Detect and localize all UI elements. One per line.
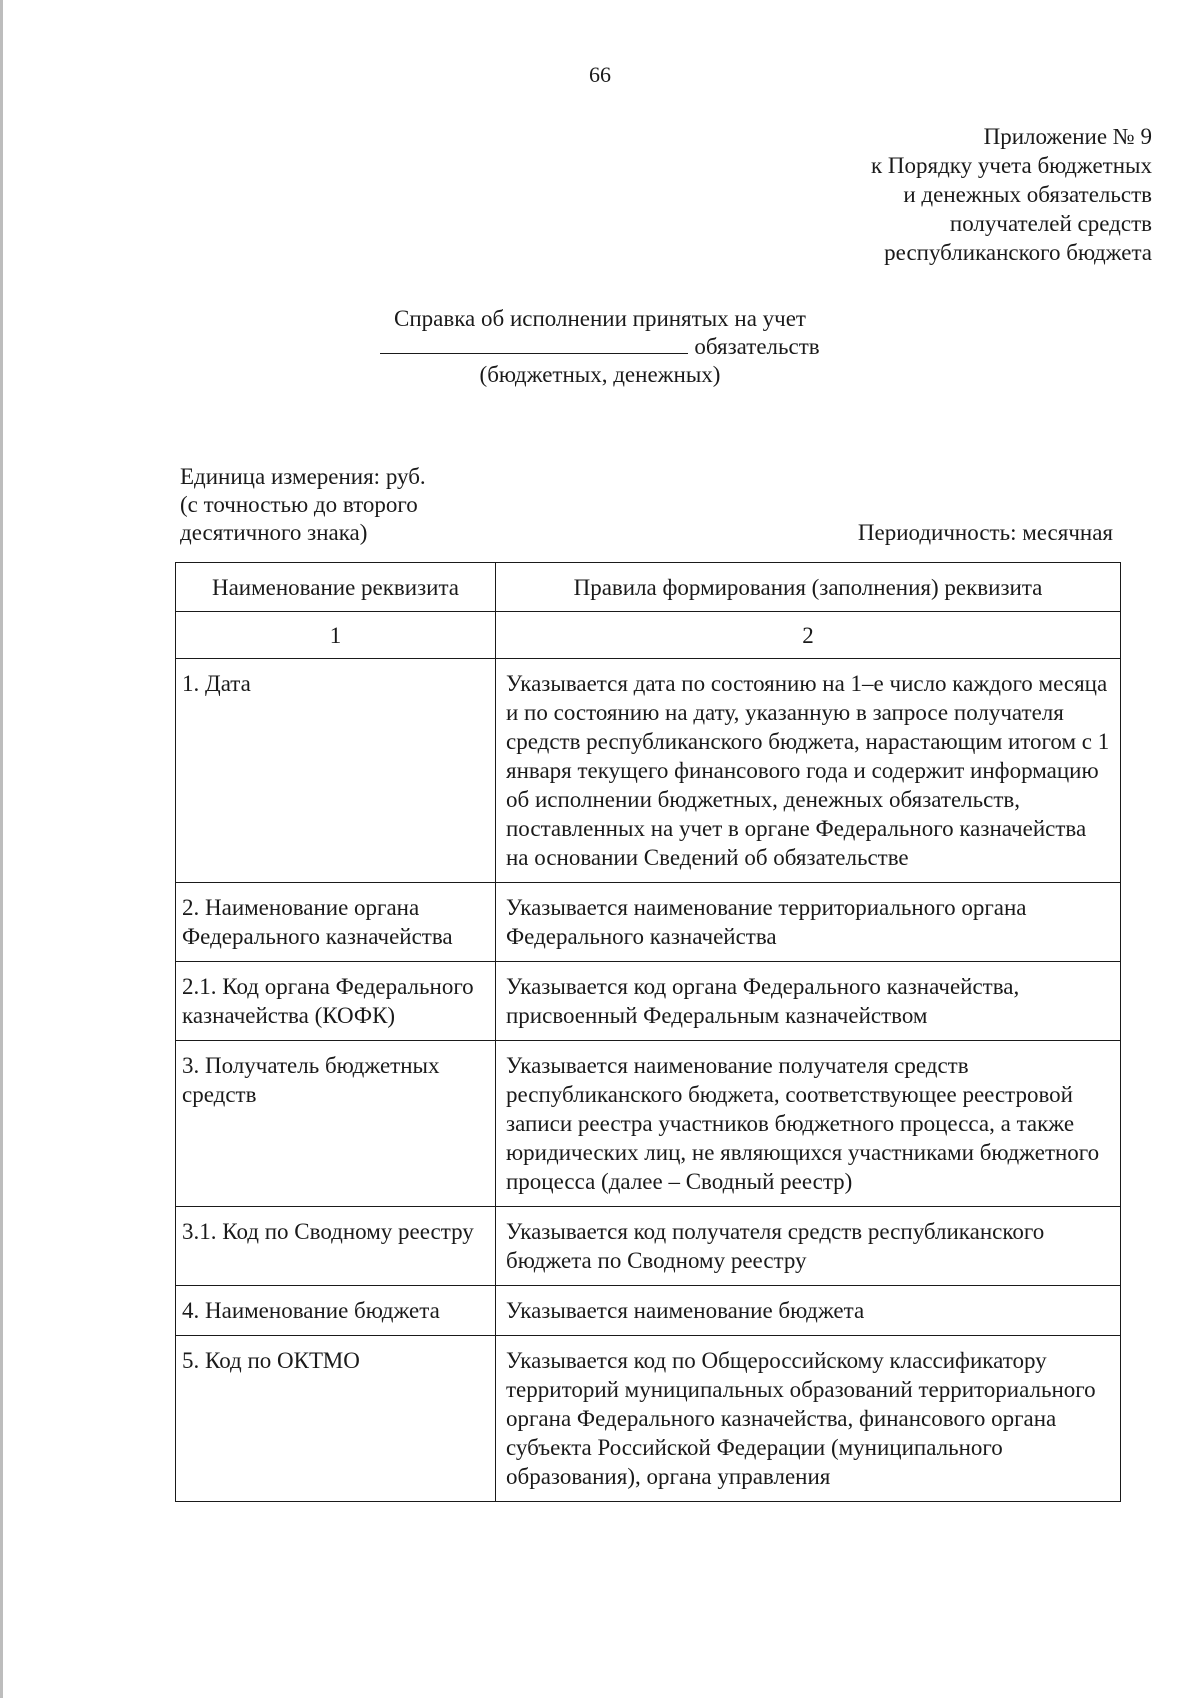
table-row	[176, 1207, 1121, 1286]
appendix-block	[871, 122, 1152, 267]
requisite-name: 2. Наименование органа Федерального казначейства	[176, 883, 496, 962]
periodicity: Периодичность: месячная	[857, 520, 1113, 545]
appendix-line: к Порядку учета бюджетных	[870, 153, 1152, 178]
requisite-rule: Указывается код по Общероссийскому классификатору территорий муниципальных образований территориального органа Федерального казначейства, финансового органа субъекта Российской Федерации (муниципального образования), органа управления	[496, 1336, 1121, 1502]
requisite-rule: Указывается код получателя средств республиканского бюджета по Сводному реестру	[496, 1207, 1121, 1286]
column-number-row	[176, 612, 1121, 659]
column-header-name: Наименование реквизита	[176, 563, 496, 612]
column-number: 1	[176, 612, 496, 659]
table-row	[176, 883, 1121, 962]
table-row	[176, 1286, 1121, 1336]
table-row	[176, 1041, 1121, 1207]
page-number: 66	[589, 62, 611, 87]
units-line: Единица измерения: руб.	[180, 464, 426, 489]
requisite-name: 2.1. Код органа Федерального казначейства (КОФК)	[176, 962, 496, 1041]
column-header-rule: Правила формирования (заполнения) реквизита	[496, 563, 1121, 612]
requisite-rule: Указывается код органа Федерального казначейства, присвоенный Федеральным казначейством	[496, 962, 1121, 1041]
requisite-rule: Указывается дата по состоянию на 1–е число каждого месяца и по состоянию на дату, указанную в запросе получателя средств республиканского бюджета, нарастающим итогом с 1 января текущего финансового года и содержит информацию об исполнении бюджетных, денежных обязательств, поставленных на учет в органе Федерального казначейства на основании Сведений об обязательстве	[496, 659, 1121, 883]
title-line-2	[0, 333, 1200, 361]
scan-edge	[0, 0, 3, 1698]
column-number: 2	[496, 612, 1121, 659]
requisite-name: 3.1. Код по Сводному реестру	[176, 1207, 496, 1286]
requisite-name: 5. Код по ОКТМО	[176, 1336, 496, 1502]
appendix-line: Приложение № 9	[983, 124, 1152, 149]
appendix-line: и денежных обязательств	[903, 182, 1152, 207]
units-line: (с точностью до второго	[180, 492, 418, 517]
requisite-rule: Указывается наименование бюджета	[496, 1286, 1121, 1336]
units-block	[180, 463, 426, 547]
requisites-table	[175, 562, 1121, 1502]
requisite-name: 1. Дата	[176, 659, 496, 883]
title-line-1: Справка об исполнении принятых на учет	[393, 306, 806, 331]
document-title	[0, 305, 1200, 389]
table-row	[176, 659, 1121, 883]
table-row	[176, 1336, 1121, 1502]
title-line-2-suffix: обязательств	[694, 334, 820, 359]
requisite-rule: Указывается наименование территориального органа Федерального казначейства	[496, 883, 1121, 962]
requisite-name: 3. Получатель бюджетных средств	[176, 1041, 496, 1207]
units-line: десятичного знака)	[180, 520, 368, 545]
table-header-row	[176, 563, 1121, 612]
appendix-line: республиканского бюджета	[884, 240, 1152, 265]
requisite-name: 4. Наименование бюджета	[176, 1286, 496, 1336]
appendix-line: получателей средств	[949, 211, 1152, 236]
fill-in-blank	[380, 335, 688, 354]
table-row	[176, 962, 1121, 1041]
title-line-3: (бюджетных, денежных)	[479, 362, 721, 387]
requisite-rule: Указывается наименование получателя средств республиканского бюджета, соответствующее реестровой записи реестра участников бюджетного процесса, а также юридических лиц, не являющихся участниками бюджетного процесса (далее – Сводный реестр)	[496, 1041, 1121, 1207]
